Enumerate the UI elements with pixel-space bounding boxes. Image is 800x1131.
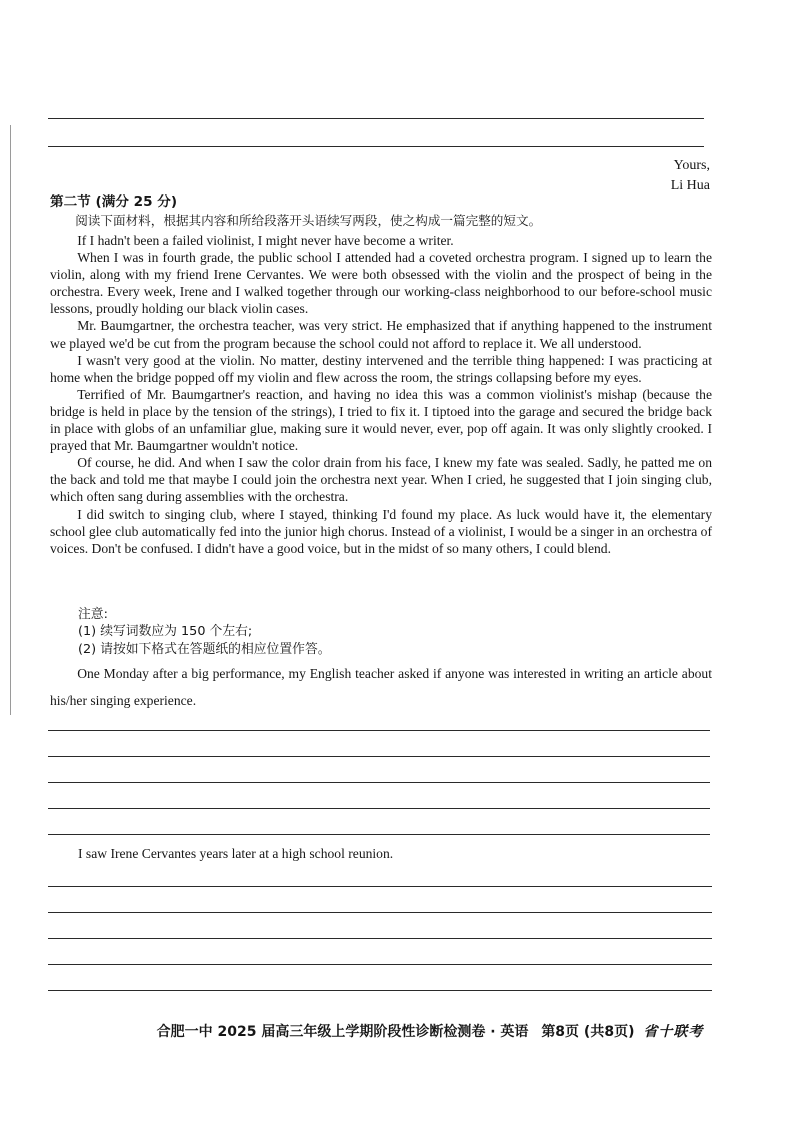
- section-instruction-block: [50, 212, 712, 229]
- paragraph-prompt-1-block: [50, 660, 712, 714]
- section-heading: 第二节 (满分 25 分): [50, 194, 178, 210]
- story-text: [50, 232, 712, 557]
- story-paragraph: Mr. Baumgartner, the orchestra teacher, was very strict. He emphasized that if anything happened to the instrument we played we'd be cut from the program because the school could not afford to replace it. We all understood.: [50, 318, 712, 351]
- writing-line: [48, 886, 712, 887]
- note-item: (2) 请按如下格式在答题纸的相应位置作答。: [78, 641, 331, 657]
- story-paragraph: I wasn't very good at the violin. No matter, destiny intervened and the terrible thing happened: I was practicing at home when the bridge popped off my violin and flew across the room, the strings collapsing before my eyes.: [50, 352, 712, 385]
- note-item: (1) 续写词数应为 150 个左右;: [78, 624, 253, 640]
- story-paragraph: I did switch to singing club, where I stayed, thinking I'd found my place. As luck would have it, the elementary school glee club automatically fed into the junior high chorus. Instead of a violinist, I would be a singer in an orchestra of voices. Don't be confused. I didn't have a good voice, but in the midst of so many others, I could blend.: [50, 506, 712, 556]
- margin-line: [10, 125, 11, 715]
- closing-signature: Li Hua: [670, 178, 710, 193]
- writing-line: [48, 782, 710, 783]
- story-paragraph: Terrified of Mr. Baumgartner's reaction, and having no idea this was a common violinist's mishap (because the bridge is held in place by the tension of the strings), I tried to fix it. I tiptoed into the garage and secured the bridge back in place with globs of an unfamiliar glue, making sure it would never, ever, pop off again. It was only slightly crooked. I prayed that Mr. Baumgartner wouldn't notice.: [50, 386, 712, 454]
- writing-line: [48, 964, 712, 965]
- closing-yours: Yours,: [673, 158, 710, 173]
- footer-stamp: 省十联考: [643, 1024, 704, 1040]
- page-footer: [0, 1021, 800, 1041]
- notes: [50, 606, 712, 658]
- writing-line: [48, 756, 710, 757]
- story-paragraph: Of course, he did. And when I saw the color drain from his face, I knew my fate was sealed. Sadly, he patted me on the back and told me that maybe I could join the orchestra next year. When I cried, he suggested that I join singing club, which often sang during assemblies with the orchestra.: [50, 455, 712, 505]
- footer-page-number: 第8页 (共8页): [541, 1024, 635, 1040]
- writing-line: [48, 912, 712, 913]
- story-paragraph: If I hadn't been a failed violinist, I might never have become a writer.: [77, 233, 454, 248]
- paragraph-prompt-2: I saw Irene Cervantes years later at a high school reunion.: [78, 846, 394, 861]
- letter-closing: [671, 156, 710, 196]
- section-instruction: 阅读下面材料，根据其内容和所给段落开头语续写两段，使之构成一篇完整的短文。: [75, 213, 542, 228]
- notes-label: 注意:: [78, 607, 108, 622]
- answer-line: [48, 118, 704, 119]
- writing-line: [48, 834, 710, 835]
- footer-title: 合肥一中 2025 届高三年级上学期阶段性诊断检测卷 · 英语: [156, 1024, 529, 1040]
- writing-line: [48, 990, 712, 991]
- answer-line: [48, 146, 704, 147]
- writing-line: [48, 808, 710, 809]
- writing-line: [48, 938, 712, 939]
- writing-line: [48, 730, 710, 731]
- paragraph-prompt-1: One Monday after a big performance, my English teacher asked if anyone was interested in writing an article about his/her singing experience.: [50, 666, 712, 708]
- story-paragraph: When I was in fourth grade, the public school I attended had a coveted orchestra program. I signed up to learn the violin, along with my friend Irene Cervantes. We were both obsessed with the violin and the prospect of being in the orchestra. Every week, Irene and I walked together through our working-class neighborhood to our before-school music lessons, proudly holding our black violin cases.: [50, 250, 712, 317]
